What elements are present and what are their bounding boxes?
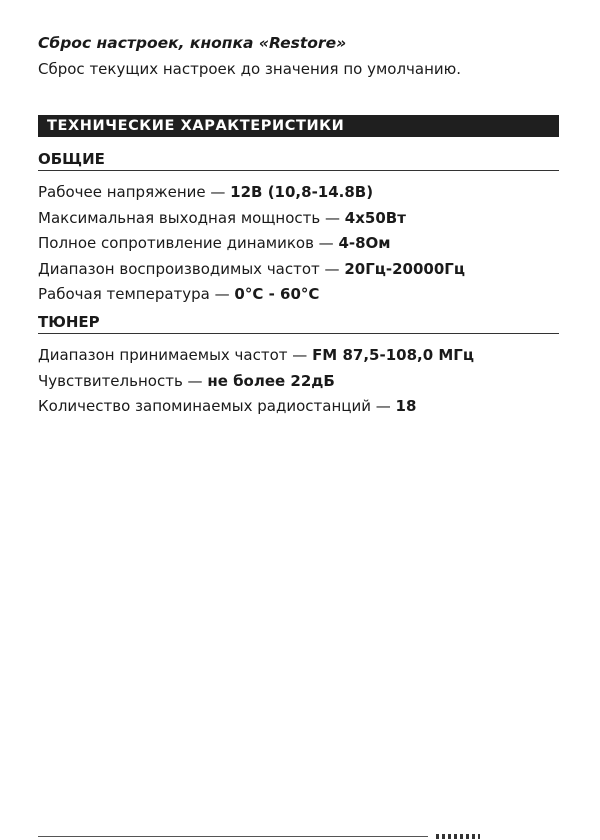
spec-label: Количество запоминаемых радиостанций — xyxy=(38,397,396,415)
spec-value: 12В (10,8-14.8В) xyxy=(230,183,374,201)
spec-value: 20Гц-20000Гц xyxy=(344,259,465,278)
footer-mark xyxy=(436,834,480,839)
spec-value: 4-8Ом xyxy=(338,234,391,252)
spec-item-power xyxy=(38,206,465,232)
general-heading: ОБЩИЕ xyxy=(38,150,559,171)
general-spec-list xyxy=(38,180,465,308)
footer-rule xyxy=(38,836,428,837)
spec-value: FM 87,5-108,0 МГц xyxy=(312,346,474,364)
spec-value: не более 22дБ xyxy=(207,371,335,390)
tuner-spec-list xyxy=(38,343,474,420)
spec-label: Рабочая температура — xyxy=(38,285,235,303)
spec-item-receive-range xyxy=(38,343,474,369)
spec-item-temperature xyxy=(38,282,465,308)
restore-title: Сброс настроек, кнопка «Restore» xyxy=(38,34,347,52)
spec-value: 18 xyxy=(395,397,417,415)
spec-label: Диапазон принимаемых частот — xyxy=(38,346,313,364)
restore-description: Сброс текущих настроек до значения по умолчанию. xyxy=(38,60,462,78)
spec-label: Максимальная выходная мощность — xyxy=(38,208,345,227)
spec-label: Чувствительность — xyxy=(38,371,208,390)
page-footer xyxy=(0,833,600,840)
spec-label: Рабочее напряжение — xyxy=(38,183,231,201)
spec-item-frequency-range xyxy=(38,257,465,283)
spec-label: Диапазон воспроизводимых частот — xyxy=(38,259,345,278)
spec-item-impedance xyxy=(38,231,465,257)
spec-value: 0°С - 60°С xyxy=(234,285,320,303)
spec-value: 4х50Вт xyxy=(344,208,406,227)
tuner-heading: ТЮНЕР xyxy=(38,313,559,334)
specs-banner: ТЕХНИЧЕСКИЕ ХАРАКТЕРИСТИКИ xyxy=(38,115,559,137)
spec-item-presets xyxy=(38,394,474,420)
spec-item-voltage xyxy=(38,180,465,206)
spec-item-sensitivity xyxy=(38,369,474,395)
spec-label: Полное сопротивление динамиков — xyxy=(38,234,339,252)
